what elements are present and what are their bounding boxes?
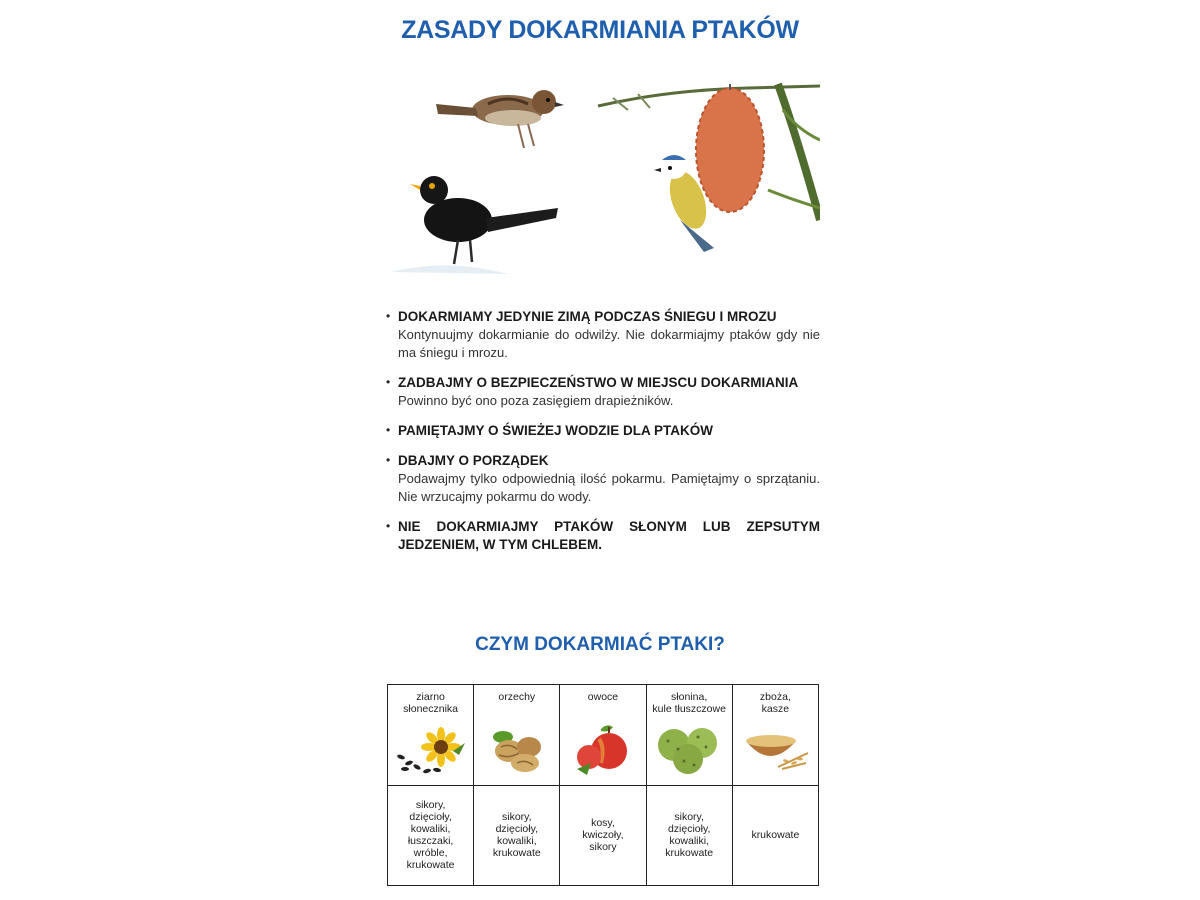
food-name: ziarno słonecznika — [403, 691, 459, 715]
section-title: CZYM DOKARMIAĆ PTAKI? — [475, 634, 725, 655]
blackbird-icon — [390, 176, 558, 274]
bullet-icon: • — [386, 519, 391, 533]
food-row — [388, 685, 819, 786]
rule-item — [384, 422, 820, 440]
feeding-rules-list — [384, 308, 820, 566]
rule-body: Powinno być ono poza zasięgiem drapieżników. — [398, 393, 674, 408]
bird-cell — [388, 785, 474, 886]
rule-heading: NIE DOKARMIAJMY PTAKÓW SŁONYM LUB ZEPSUTYM JEDZENIEM, W TYM CHLEBEM. — [398, 519, 820, 552]
sparrow-icon — [436, 90, 564, 148]
bird-list: sikory, dzięcioły, kowaliki, krukowate — [665, 811, 714, 860]
bird-cell — [474, 785, 560, 886]
rule-body: Kontynuujmy dokarmianie do odwilży. Nie dokarmiajmy ptaków gdy nie ma śniegu i mrozu. — [398, 327, 820, 360]
rule-body: Podawajmy tylko odpowiednią ilość pokarmu. Pamiętajmy o sprzątaniu. Nie wrzucajmy pokarmu do wody. — [398, 471, 820, 504]
food-table — [387, 684, 819, 886]
rule-item — [384, 452, 820, 506]
sunflower-seeds-icon — [393, 723, 469, 775]
bullet-icon: • — [386, 453, 391, 467]
food-name: zboża, kasze — [759, 691, 791, 715]
bullet-icon: • — [386, 423, 391, 437]
food-cell — [474, 685, 560, 786]
rule-heading: DOKARMIAMY JEDYNIE ZIMĄ PODCZAS ŚNIEGU I MROZU — [398, 309, 777, 324]
apples-icon — [571, 723, 635, 779]
peanut-feeder-icon — [696, 84, 764, 212]
birds-illustration — [388, 80, 820, 280]
bird-list: sikory, dzięcioły, kowaliki, krukowate — [492, 811, 541, 860]
food-name: owoce — [587, 691, 619, 703]
rule-item — [384, 308, 820, 362]
rule-item — [384, 374, 820, 410]
bullet-icon: • — [386, 375, 391, 389]
bird-cell — [646, 785, 732, 886]
bird-cell — [732, 785, 818, 886]
walnuts-icon — [485, 723, 549, 775]
grain-bowl-icon — [740, 723, 810, 771]
food-cell — [560, 685, 646, 786]
bird-list: sikory, dzięcioły, kowaliki, łuszczaki, wróble, krukowate — [406, 799, 455, 872]
food-cell — [732, 685, 818, 786]
rule-heading: ZADBAJMY O BEZPIECZEŃSTWO W MIEJSCU DOKARMIANIA — [398, 375, 799, 390]
food-cell — [388, 685, 474, 786]
food-name: słonina, kule tłuszczowe — [652, 691, 726, 715]
rule-heading: PAMIĘTAJMY O ŚWIEŻEJ WODZIE DLA PTAKÓW — [398, 423, 714, 438]
birds-row — [388, 785, 819, 886]
suet-balls-icon — [654, 723, 724, 775]
rule-item — [384, 518, 820, 554]
bird-list: krukowate — [751, 829, 800, 842]
page-title: ZASADY DOKARMIANIA PTAKÓW — [401, 16, 799, 44]
food-cell — [646, 685, 732, 786]
bullet-icon: • — [386, 309, 391, 323]
rule-heading: DBAJMY O PORZĄDEK — [398, 453, 549, 468]
bird-cell — [560, 785, 646, 886]
bird-list: kosy, kwiczoły, sikory — [582, 817, 624, 854]
food-name: orzechy — [498, 691, 536, 703]
